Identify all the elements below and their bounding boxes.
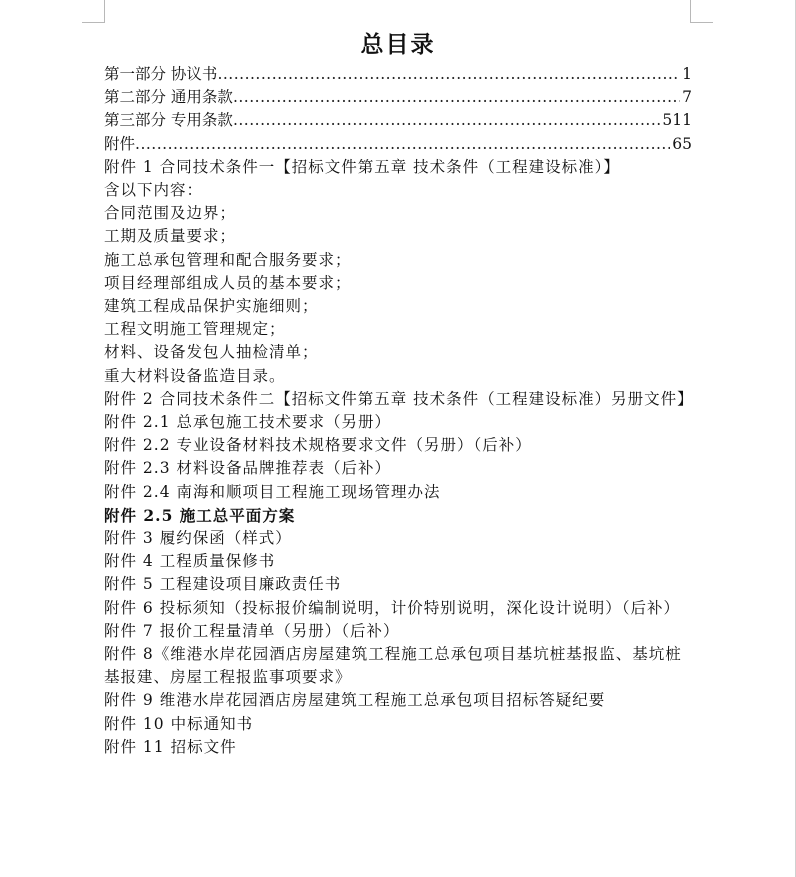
toc-entry[interactable] xyxy=(104,86,692,109)
body-line: 附件 2.4 南海和顺项目工程施工现场管理办法 xyxy=(104,482,441,501)
toc-leader-dots xyxy=(217,63,680,86)
body-line: 附件 4 工程质量保修书 xyxy=(104,552,276,571)
body-line: 附件 6 投标须知（投标报价编制说明，计价特别说明，深化设计说明）（后补） xyxy=(104,598,680,617)
toc-leader-dots xyxy=(233,86,680,109)
toc-leader-dots xyxy=(135,133,670,156)
toc-entry-label: 第三部分 专用条款 xyxy=(104,111,233,130)
body-line: 附件 3 履约保函（样式） xyxy=(104,529,292,547)
toc-entry-label: 附件 xyxy=(104,134,136,153)
body-line: 工期及质量要求； xyxy=(104,227,237,246)
body-line: 附件 2.2 专业设备材料技术规格要求文件（另册）（后补） xyxy=(104,436,532,455)
margin-corner-mark-right xyxy=(690,0,713,23)
toc-entry-label: 第二部分 通用条款 xyxy=(104,88,233,107)
toc-entry-label: 第一部分 协议书 xyxy=(104,64,218,83)
toc-leader-dots xyxy=(233,109,660,132)
body-line: 附件 1 合同技术条件一【招标文件第五章 技术条件（工程建设标准）】 xyxy=(104,157,620,176)
body-line-bold: 附件 2.5 施工总平面方案 xyxy=(104,505,296,525)
toc-entry-page: 1 xyxy=(682,64,692,83)
body-line: 附件 2.3 材料设备品牌推荐表（后补） xyxy=(104,459,392,478)
body-line: 材料、设备发包人抽检清单； xyxy=(104,343,319,362)
toc-entry[interactable] xyxy=(104,63,692,86)
body-line: 附件 8《维港水岸花园酒店房屋建筑工程施工总承包项目基坑桩基报监、基坑桩基报建、房屋工程报监事项要求》 xyxy=(104,645,682,687)
margin-corner-mark-left xyxy=(82,0,105,23)
body-line: 含以下内容： xyxy=(104,180,204,199)
body-line: 附件 11 招标文件 xyxy=(104,737,237,756)
body-line: 建筑工程成品保护实施细则； xyxy=(104,296,319,315)
body-line: 附件 2.1 总承包施工技术要求（另册） xyxy=(104,412,392,431)
toc-entry-page: 7 xyxy=(682,88,692,107)
toc-entry[interactable] xyxy=(104,109,692,132)
toc-entry-page: 65 xyxy=(672,134,692,153)
body-line: 附件 7 报价工程量清单（另册）（后补） xyxy=(104,621,400,640)
toc-entry[interactable] xyxy=(104,133,692,156)
body-line: 附件 2 合同技术条件二【招标文件第五章 技术条件（工程建设标准）另册文件】 xyxy=(104,389,694,408)
body-line: 附件 9 维港水岸花园酒店房屋建筑工程施工总承包项目招标答疑纪要 xyxy=(104,691,606,710)
body-line: 附件 5 工程建设项目廉政责任书 xyxy=(104,575,342,594)
body-line: 施工总承包管理和配合服务要求； xyxy=(104,250,352,269)
toc-content xyxy=(104,63,692,759)
body-line: 项目经理部组成人员的基本要求； xyxy=(104,273,352,292)
body-line: 合同范围及边界； xyxy=(104,204,237,223)
body-line: 工程文明施工管理规定； xyxy=(104,320,286,339)
body-line: 重大材料设备监造目录。 xyxy=(104,366,286,385)
toc-entry-page: 511 xyxy=(662,111,692,130)
body-line: 附件 10 中标通知书 xyxy=(104,714,254,733)
document-title: 总目录 xyxy=(360,31,436,58)
